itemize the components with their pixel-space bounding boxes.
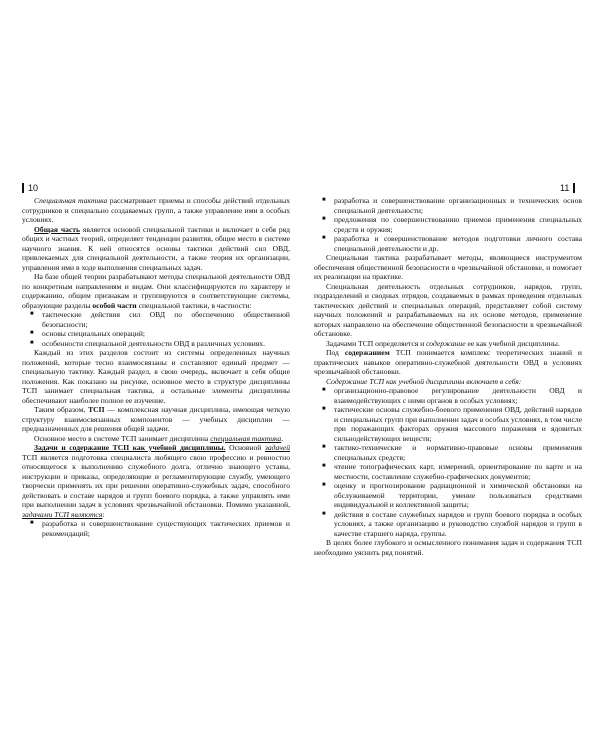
list-item: ■ тактические основы служебно-боевого применения ОВД, действий нарядов и специальных групп при выполнении задач в особых условиях, в том числе при поражающих факторах оружия массового поражения и ядовитых сильнодействующих веществ; [314,405,582,443]
term-special-part: особой части [92,300,137,310]
text: . [281,433,284,443]
term-content: содержание [426,338,466,348]
paragraph [22,434,290,444]
paragraph [22,196,290,225]
list-item: ■ организационно-правовое регулирование деятельности ОВД и взаимодействующих с ними органов в особых условиях; [314,386,582,405]
list-item: ■ разработка и совершенствование существующих тактических приемов и рекомендаций; [22,519,290,538]
text: специальной тактики, в частности: [136,300,252,310]
text: Таким образом, [34,405,89,414]
paragraph: Содержание ТСП как учебной дисциплины включает в себя: [326,376,522,386]
term-special-tactics-discipline: специальная тактика [210,433,282,443]
term-content-bold: содержанием [344,348,390,357]
text: — комплексная научная дисциплина, имеющая четкую структуру взаимосвязанных компонентов — учебных дисциплин — предназначенных для решения общей задачи. [22,405,290,433]
list-item: ■ разработка и совершенствование методов подготовки личного состава специальной деятельности и др. [314,234,582,253]
paragraph: Специальная тактика разрабатывает методы, являющиеся инструментом обеспечения общественной безопасности в чрезвычайной обстановке, и помогает их реализации на практике. [314,253,582,281]
list-item: ■ тактико-технические и нормативно-правовые основы применения специальных средств; [314,443,582,462]
text: Основное место в системе ТСП занимает дисциплина [34,433,211,443]
page-number-right: 11 [560,183,575,193]
term-tasks-tsp: задачами ТСП являются [22,509,103,519]
paragraph: В целях более глубокого и осмысленного понимания задач и содержания ТСП необходимо уяснить ряд понятий. [314,538,582,557]
list-item: ■ действия в составе служебных нарядов и групп боевого порядка в особых условиях, а также организацию и руководство службой нарядов и групп в качестве старшего наряда, группы. [314,510,582,539]
page-number-left: 10 [22,183,38,193]
paragraph [22,443,290,519]
list-item: ■ особенности специальной деятельности ОВД в различных условиях. [22,339,290,349]
text: ТСП понимается комплекс теоретических знаний и практических навыков оперативно-служебной деятельности ОВД в условиях чрезвычайной обстановки. [314,348,583,376]
list-item: ■ разработка и совершенствование организационных и технических основ специальной деятельности; [314,196,582,215]
section-heading: Задачи и содержание ТСП как учебной дисциплины. [34,443,226,452]
text: : [102,509,105,519]
term-special-tactics: Специальная тактика [34,196,108,205]
text: ее как учебной дисциплины. [465,338,560,348]
text: ТСП является подготовка специалиста любящего свою профессию и ревностно относящегося к выполнению служебного долга, отлично знающего уставы, инструкции и приказы, определяющие и регламентирующие службу, умеющего творчески применять их при решении оперативно-служебных задач, способного действовать в составе нарядов и групп боевого порядка, а также управлять ими при выполнении задач в условиях чрезвычайной обстановки. Помимо указанной, [22,452,290,509]
bullet-list [314,386,582,538]
page-left [22,196,290,538]
text: Под [326,348,345,357]
text: Основной [225,443,265,452]
paragraph [22,272,290,310]
list-item: ■ оценку и прогнозирование радиационной и химической обстановки на обслуживаемой территории, умение пользоваться средствами индивидуальной и коллективной защиты; [314,481,582,510]
paragraph [22,225,290,273]
text: рассматривает приемы и способы действий отдельных сотрудников и специально создаваемых групп, а также управление ими в особых условиях. [22,196,290,224]
paragraph [314,348,582,377]
page-right [314,196,582,557]
paragraph: Специальная деятельность отдельных сотрудников, нарядов, групп, подразделений и сводных отрядов, создаваемых в рамках проведения отдельных тактических действий и специальных операций, представляет собой систему научных положений и разрабатываемых на их основе методов, применение которых направлено на обеспечение общественной безопасности в чрезвычайной обстановке. [314,281,582,338]
bullet-list [314,196,582,253]
text: На базе общей теории разрабатывают методы специальной деятельности ОВД по конкретным направлениям и видам. Они классифицируются по характеру и содержанию, общим признакам и группируются в соответствующие системы, образующие разделы [22,272,290,310]
paragraph [22,405,290,434]
text: является основой специальной тактики и включает в себя ряд общих и частных теорий, определяет тенденции развития, общее место в системе научного знания. К ней относятся основы тактики действий сил ОВД, привлекаемых для специальной деятельности, а также теория их организации, управления ими в ходе выполнения специальных задач. [22,224,290,272]
paragraph [314,339,582,349]
bullet-list [22,310,290,348]
bullet-list [22,519,290,538]
text: Задачами ТСП определяется и [326,338,427,348]
list-item: ■ предложения по совершенствованию приемов применения специальных средств и оружия; [314,215,582,234]
term-tsp: ТСП [88,405,105,414]
list-item: ■ тактические действия сил ОВД по обеспечению общественной безопасности; [22,310,290,329]
list-item: ■ основы специальных операций; [22,329,290,339]
term-general-part: Общая часть [34,224,81,234]
paragraph: Каждый из этих разделов состоит из системы определенных научных положений, которые тесно взаимосвязаны и составляют единый предмет — специальную тактику. Каждый раздел, в свою очередь, включает в себя общие положения. Как показано на рисунке, основное место в структуре дисциплины ТСП занимает специальная тактика, а остальные элементы дисциплины обеспечивают наиболее полное ее изучение. [22,348,290,405]
term-task: задачей [264,443,290,452]
list-item: ■ чтение топографических карт, измерений, ориентирование по карте и на местности, составление служебно-графических документов; [314,462,582,481]
